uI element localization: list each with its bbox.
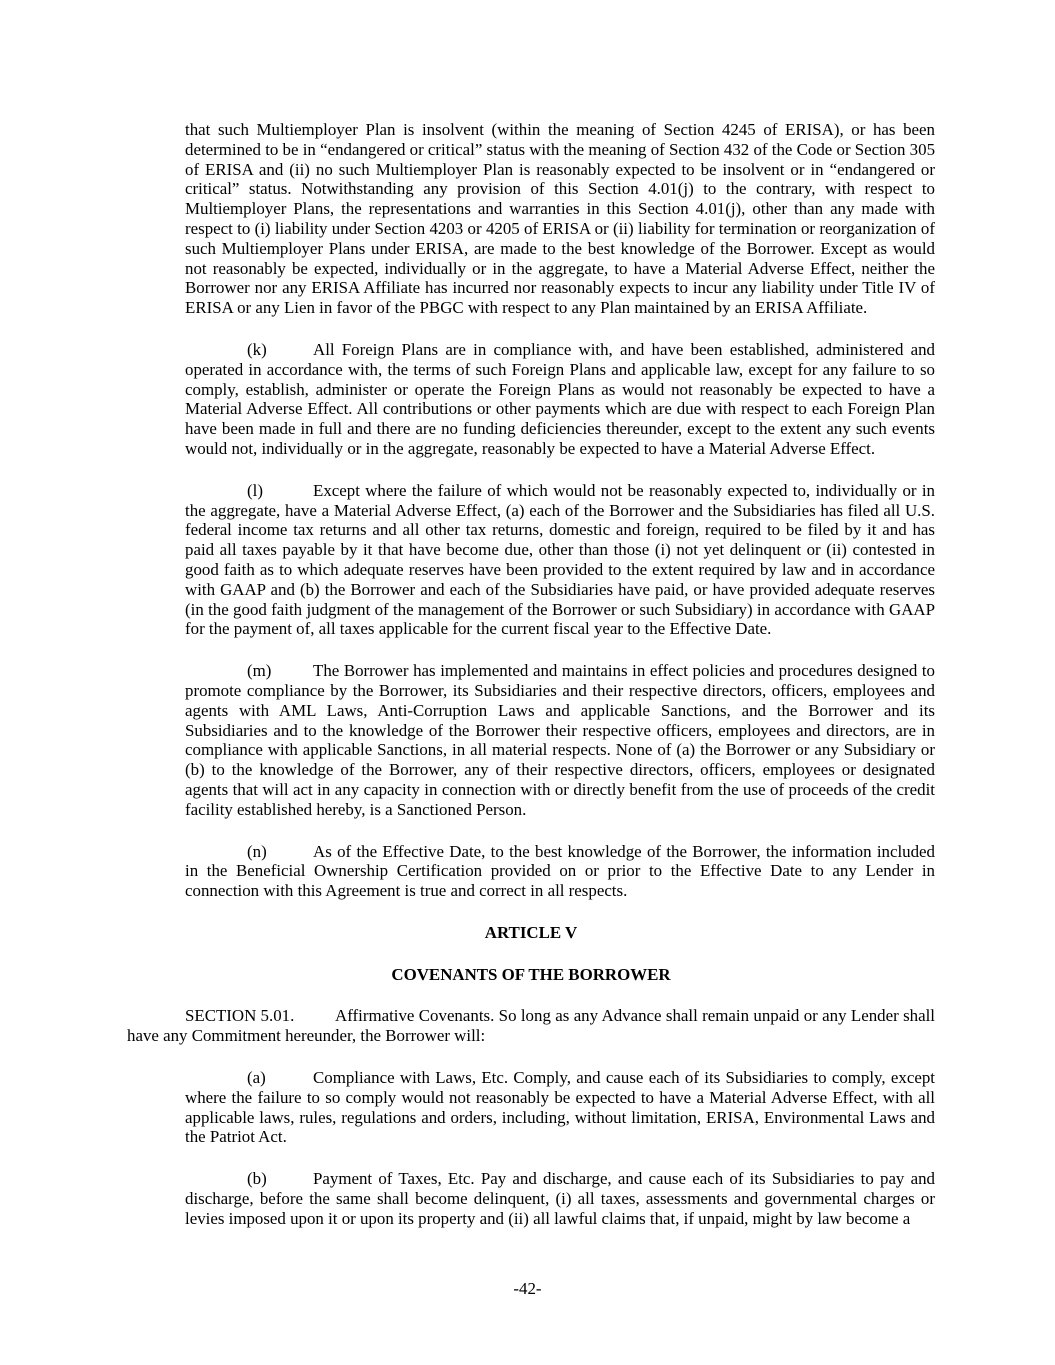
page-number: -42- (513, 1279, 542, 1298)
paragraph-k-label: (k) (247, 339, 267, 359)
paragraph-b (185, 1169, 935, 1228)
paragraph-section-501 (127, 1006, 935, 1046)
paragraph-l-label: (l) (247, 480, 263, 500)
document-body (127, 120, 935, 1251)
paragraph-b-text: Payment of Taxes, Etc. Pay and discharge, and cause each of its Subsidiaries to pay and discharge, before the same shall become delinquent, (i) all taxes, assessments and governmental charges or levies imposed upon it or upon its property and (ii) all lawful claims that, if unpaid, might by law become a (185, 1169, 935, 1228)
paragraph-m-label: (m) (247, 661, 272, 681)
paragraph-k-text: All Foreign Plans are in compliance with, and have been established, administered and operated in accordance with, the terms of such Foreign Plans and applicable law, except for any failure to so comply, establish, administer or operate the Foreign Plans as would not reasonably be expected to have a Material Adverse Effect. All contributions or other payments which are due with respect to each Foreign Plan have been made in full and there are no funding deficiencies thereunder, except to the extent any such events would not, individually or in the aggregate, reasonably be expected to have a Material Adverse Effect. (185, 339, 935, 458)
paragraph-a-text: Compliance with Laws, Etc. Comply, and cause each of its Subsidiaries to comply, except where the failure to so comply would not reasonably be expected to have a Material Adverse Effect, with all applicable laws, rules, regulations and orders, including, without limitation, ERISA, Environmental Laws and the Patriot Act. (185, 1068, 935, 1147)
paragraph-k (185, 340, 935, 459)
paragraph-m-text: The Borrower has implemented and maintains in effect policies and procedures designed to promote compliance by the Borrower, its Subsidiaries and their respective directors, officers, employees and agents with AML Laws, Anti-Corruption Laws and applicable Sanctions, and the Borrower and its Subsidiaries and to the knowledge of the Borrower their respective officers, employees and directors, are in compliance with applicable Sanctions, in all material respects. None of (a) the Borrower or any Subsidiary or (b) to the knowledge of the Borrower, any of their respective directors, officers, employees or designated agents that will act in any capacity in connection with or directly benefit from the use of proceeds of the credit facility established hereby, is a Sanctioned Person. (185, 661, 935, 819)
article-heading: ARTICLE V (484, 922, 578, 942)
paragraph-n-label: (n) (247, 841, 267, 861)
paragraph-n (185, 842, 935, 901)
paragraph-l-text: Except where the failure of which would not be reasonably expected to, individually or in the aggregate, have a Material Adverse Effect, (a) each of the Borrower and the Subsidiaries has filed all U.S. federal income tax returns and all other tax returns, domestic and foreign, required to be filed by it and has paid all taxes payable by it that have become due, other than those (i) not yet delinquent or (ii) contested in good faith as to which adequate reserves have been provided to the extent required by law and in accordance with GAAP and (b) the Borrower and each of the Subsidiaries have paid, or have provided adequate reserves (in the good faith judgment of the management of the Borrower or such Subsidiary) in accordance with GAAP for the payment of, all taxes applicable for the current fiscal year to the Effective Date. (185, 480, 935, 639)
section-501-label: SECTION 5.01. (185, 1006, 295, 1026)
paragraph-l (185, 481, 935, 639)
paragraph-b-label: (b) (247, 1169, 267, 1189)
article-title-heading: COVENANTS OF THE BORROWER (391, 964, 671, 984)
paragraph-a-label: (a) (247, 1068, 266, 1088)
paragraph-n-text: As of the Effective Date, to the best knowledge of the Borrower, the information included in the Beneficial Ownership Certification provided on or prior to the Effective Date to any Lender in connection with this Agreement is true and correct in all respects. (185, 841, 935, 901)
section-501-text: Affirmative Covenants. So long as any Advance shall remain unpaid or any Lender shall have any Commitment hereunder, the Borrower will: (127, 1006, 935, 1046)
paragraph-a (185, 1068, 935, 1147)
paragraph-m (185, 661, 935, 819)
paragraph-continuation: that such Multiemployer Plan is insolvent (within the meaning of Section 4245 of ERISA), or has been determined to be in “endangered or critical” status with the meaning of Section 432 of the Code or Section 305 of ERISA and (ii) no such Multiemployer Plan is reasonably expected to be insolvent or in “endangered or critical” status. Notwithstanding any provision of this Section 4.01(j) to the contrary, with respect to Multiemployer Plans, the representations and warranties in this Section 4.01(j), other than any made with respect to (i) liability under Section 4203 or 4205 of ERISA or (ii) liability for termination or reorganization of such Multiemployer Plans under ERISA, are made to the best knowledge of the Borrower. Except as would not reasonably be expected, individually or in the aggregate, to have a Material Adverse Effect, neither the Borrower nor any ERISA Affiliate has incurred nor reasonably expects to incur any liability under Title IV of ERISA or any Lien in favor of the PBGC with respect to any Plan maintained by an ERISA Affiliate. (185, 120, 936, 318)
